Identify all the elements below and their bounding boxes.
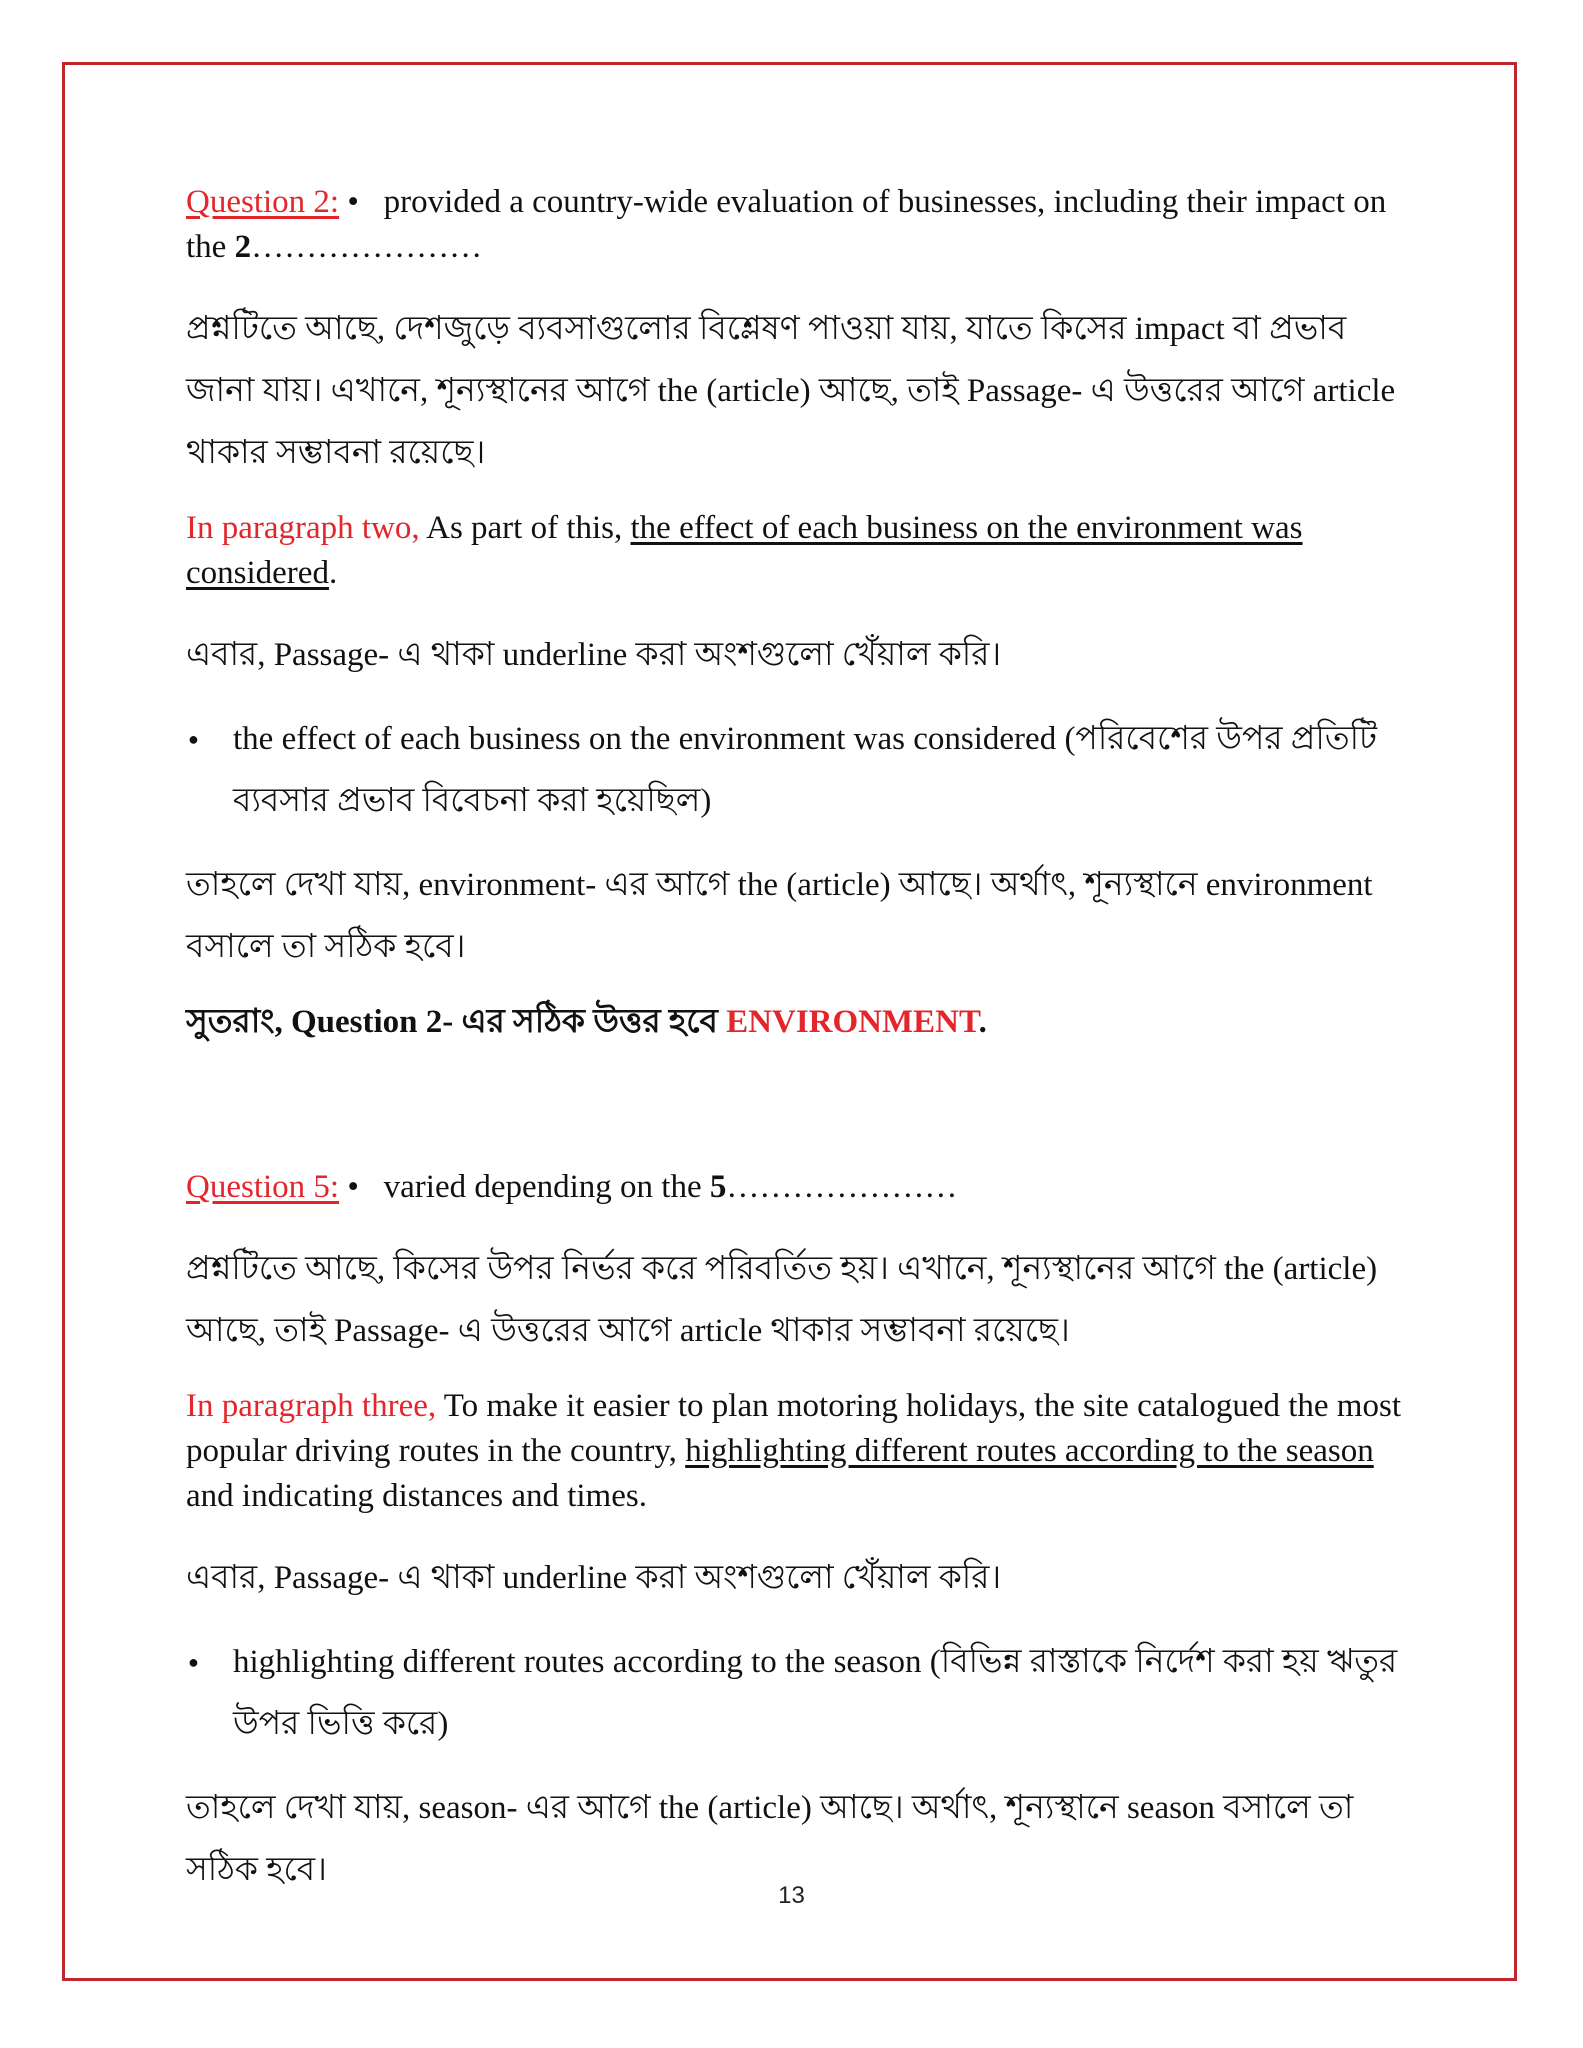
question-5-section — [186, 1165, 1406, 1901]
question-2-passage-excerpt — [186, 506, 1406, 596]
question-5-passage-end: and indicating distances and times. — [186, 1478, 647, 1514]
question-5-text: varied depending on the — [383, 1169, 702, 1205]
question-2-paragraph-label: In paragraph two, — [186, 510, 420, 546]
question-5-prompt — [186, 1165, 1406, 1210]
question-5-blank-number: 5 — [709, 1169, 727, 1205]
question-2-passage-text: As part of this, — [426, 510, 623, 546]
question-2-answer-prefix: সুতরাং, Question 2- এর সঠিক উত্তর হবে — [186, 1004, 718, 1040]
question-2-text: provided a country-wide evaluation of businesses, including their impact on the — [186, 184, 1387, 265]
question-5-underlined-text: highlighting different routes according to the season — [685, 1433, 1374, 1469]
question-2-prompt — [186, 180, 1406, 270]
question-5-label: Question 5: — [186, 1169, 340, 1205]
question-2-blank-number: 2 — [234, 229, 252, 265]
question-5-dots: ………………… — [726, 1169, 958, 1205]
question-2-passage-end: . — [328, 555, 338, 591]
question-5-passage-excerpt — [186, 1384, 1406, 1519]
question-2-bullet: • — [347, 184, 359, 220]
question-5-explanation: প্রশ্নটিতে আছে, কিসের উপর নির্ভর করে পরিবর্তিত হয়। এখানে, শূন্যস্থানের আগে the (article) আছে, তাই Passage- এ উত্তরের আগে article থাকার সম্ভাবনা রয়েছে। — [186, 1251, 1378, 1349]
question-5-bullet-list — [186, 1631, 1406, 1755]
question-2-section — [186, 180, 1406, 1045]
question-5-paragraph-label: In paragraph three, — [186, 1388, 437, 1424]
question-2-underlined-text: the effect of each business on the environment was considered — [186, 510, 1303, 591]
question-5-bullet: • — [347, 1169, 359, 1205]
page-number: 13 — [778, 1882, 805, 1909]
question-2-answer-suffix: . — [978, 1004, 987, 1040]
question-2-look-note: এবার, Passage- এ থাকা underline করা অংশগুলো খেঁয়াল করি। — [186, 637, 1002, 673]
question-2-explanation: প্রশ্নটিতে আছে, দেশজুড়ে ব্যবসাগুলোর বিশ্লেষণ পাওয়া যায়, যাতে কিসের impact বা প্রভাব জানা যায়। এখানে, শূন্যস্থানের আগে the (article) আছে, তাই Passage- এ উত্তরের আগে article থাকার সম্ভাবনা রয়েছে। — [186, 311, 1396, 471]
question-5-passage-text: To make it easier to plan motoring holidays, the site catalogued the most popular driving routes in the country, — [186, 1388, 1401, 1469]
question-2-bullet-item: ● the effect of each business on the environment was considered (পরিবেশের উপর প্রতিটি ব্যবসার প্রভাব বিবেচনা করা হয়েছিল) — [186, 708, 1406, 832]
page-content — [186, 180, 1406, 1923]
question-5-conclusion: তাহলে দেখা যায়, season- এর আগে the (article) আছে। অর্থাৎ, শূন্যস্থানে season বসালে তা সঠিক হবে। — [186, 1790, 1354, 1888]
question-2-bullet-list — [186, 708, 1406, 832]
question-2-conclusion: তাহলে দেখা যায়, environment- এর আগে the (article) আছে। অর্থাৎ, শূন্যস্থানে environment বসালে তা সঠিক হবে। — [186, 867, 1373, 965]
question-2-dots: ………………… — [251, 229, 483, 265]
question-2-answer-value: ENVIRONMENT — [726, 1004, 979, 1040]
question-5-bullet-item: ● highlighting different routes according to the season (বিভিন্ন রাস্তাকে নির্দেশ করা হয় ঋতুর উপর ভিত্তি করে) — [186, 1631, 1406, 1755]
question-5-look-note: এবার, Passage- এ থাকা underline করা অংশগুলো খেঁয়াল করি। — [186, 1560, 1002, 1596]
question-2-label: Question 2: — [186, 184, 340, 220]
question-2-answer — [186, 1000, 1406, 1045]
